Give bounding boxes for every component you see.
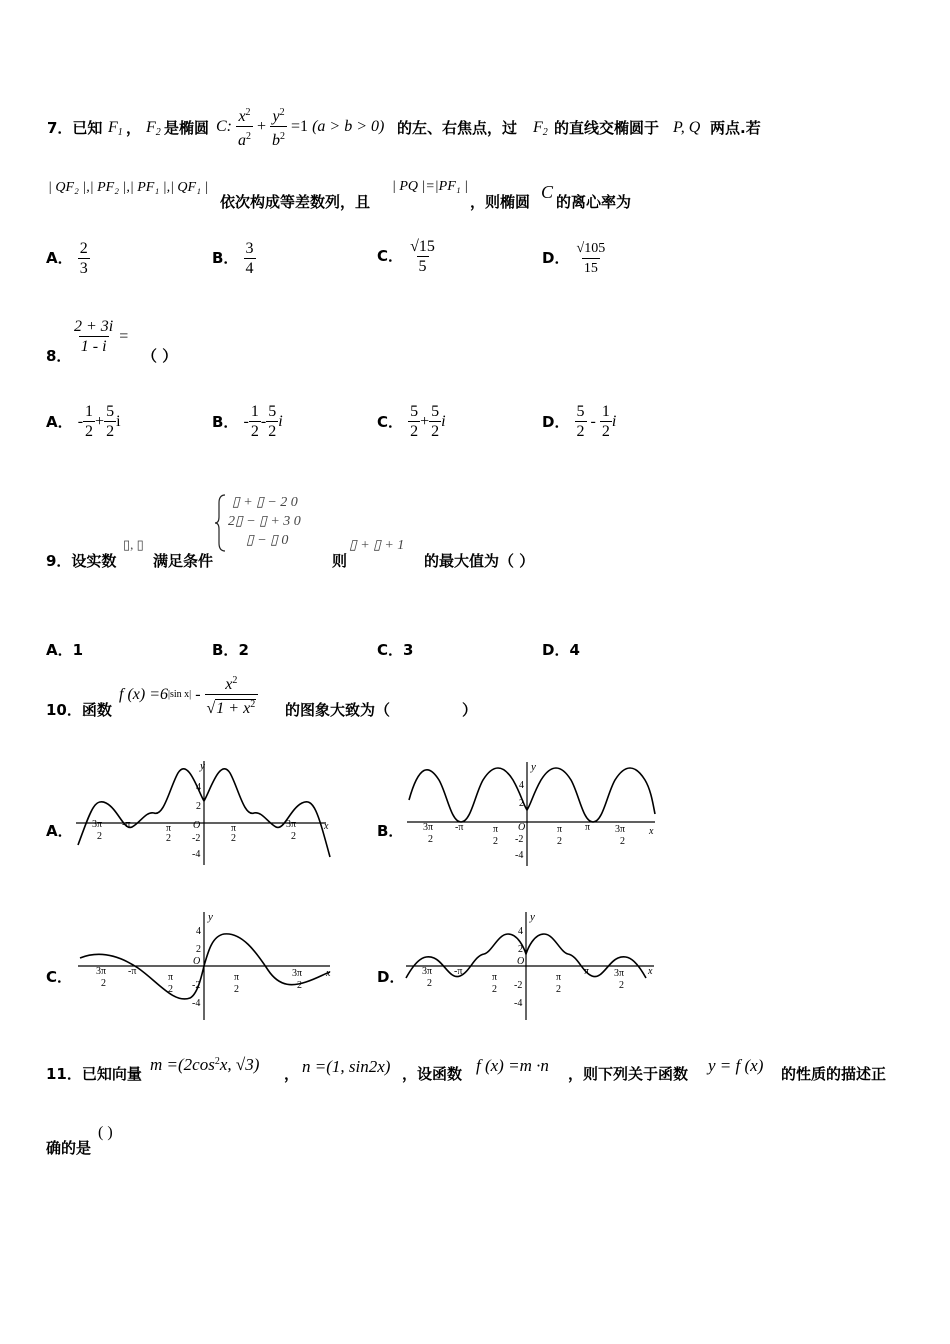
x-label: x (648, 966, 653, 977)
tick-pi2-num: π (231, 823, 237, 834)
tick-4: 4 (519, 780, 524, 791)
q11-vector-n: n =(1, sin2x) (302, 1057, 391, 1076)
q8-paren: （ ） (142, 347, 178, 365)
q11-text-3: 的性质的描述正 (781, 1065, 887, 1083)
q10-graph-c[interactable] (72, 908, 336, 1022)
y-label: y (208, 911, 213, 923)
q9-ineq-3: ▯ − ▯ 0 (246, 533, 289, 548)
option-label: B． (212, 249, 239, 267)
curve (409, 768, 655, 822)
option-label: D． (542, 413, 570, 431)
x-label: x (324, 821, 329, 832)
q9-text-1: 满足条件 (153, 552, 214, 570)
tick-pi2-den: 2 (557, 836, 562, 847)
tick-3pi-den: 2 (297, 980, 302, 991)
q11-stem: 11．已知向量 (46, 1065, 142, 1083)
q7-text-2: 的左、右焦点，过 (397, 119, 518, 137)
q8-option-d[interactable]: D． $\frac{5}{2}$ - $\frac{1}{2}$ i (542, 403, 617, 440)
q7-sequence: | QF₂ |,| PF₂ |,| PF₁ |,| QF₁ | (48, 180, 209, 195)
tick-2: 2 (518, 944, 523, 955)
origin-label: O (193, 956, 201, 967)
tick-3pi-num: 3π (614, 968, 625, 979)
q10-option-a-label[interactable]: A． (46, 822, 73, 840)
q11-vector-m: $m =(2\cos^2x$, √3) (150, 1055, 260, 1074)
q9-vars: ▯, ▯ (123, 537, 144, 552)
q11-text-2: ，则下列关于函数 (568, 1065, 689, 1083)
q8-expression: $\frac{2 + 3i}{1 - i}$ = (74, 318, 129, 355)
tick-m4: -4 (514, 998, 523, 1009)
tick-mpi: -π (128, 966, 137, 977)
tick-m3pi-den: 2 (101, 978, 106, 989)
q11-comma: ， (284, 1065, 300, 1083)
option-label: C． (377, 247, 404, 265)
q8-option-a[interactable]: A． - $\frac{1}{2}$ + $\frac{5}{2}$ i (46, 403, 121, 440)
q7-condition: | PQ |=|PF₁ | (392, 179, 468, 194)
q7-option-a[interactable]: A． $\frac{2}{3}$ (46, 240, 88, 277)
q7-option-c[interactable]: C． $\frac{√15}{5}$ (377, 238, 435, 275)
tick-pi2-den: 2 (231, 833, 236, 844)
option-label: A． (46, 249, 73, 267)
tick-4: 4 (196, 926, 201, 937)
tick-m3pi-den: 2 (428, 834, 433, 845)
q7-f2: $F_2$ (146, 119, 161, 138)
tick-2: 2 (196, 944, 201, 955)
q7-text-6: ，则椭圆 (470, 193, 531, 211)
q7-pq: P, Q (673, 119, 701, 136)
tick-pi2-num: π (234, 972, 240, 983)
q9-option-d[interactable]: D．4 (542, 641, 580, 659)
q10-option-c-label[interactable]: C． (46, 968, 73, 986)
q11-text-1: ，设函数 (402, 1065, 463, 1083)
q11-function: f (x) =m ·n (476, 1056, 549, 1075)
x-label: x (649, 826, 654, 837)
q11-text-4: 确的是 (46, 1139, 92, 1157)
q7-text-1: 是椭圆 (164, 119, 210, 137)
tick-mpi: -π (122, 819, 131, 830)
y-label: y (200, 760, 205, 772)
origin-label: O (517, 956, 525, 967)
q9-text-3: 的最大值为（ ） (424, 552, 535, 570)
q9-stem: 9．设实数 (46, 552, 117, 570)
tick-pi2-num: π (557, 824, 563, 835)
origin-label: O (518, 822, 526, 833)
tick-mpi: -π (455, 822, 464, 833)
tick-2: 2 (196, 801, 201, 812)
q9-ineq-1: ▯ + ▯ − 2 0 (232, 495, 298, 510)
brace-icon (214, 493, 228, 553)
tick-m3pi-den: 2 (97, 831, 102, 842)
option-label: A． (46, 413, 73, 431)
q9-ineq-2: 2▯ − ▯ + 3 0 (228, 514, 301, 529)
q10-graph-d[interactable] (404, 908, 660, 1022)
tick-3pi-den: 2 (291, 831, 296, 842)
tick-4: 4 (196, 782, 201, 793)
q10-option-b-label[interactable]: B． (377, 822, 404, 840)
q10-text-1: 的图象大致为（ (285, 701, 391, 719)
q9-option-b[interactable]: B．2 (212, 641, 249, 659)
tick-3pi-num: 3π (615, 824, 626, 835)
tick-pi: π (585, 822, 591, 833)
tick-m4: -4 (192, 849, 201, 860)
tick-mpi2-num: π (168, 972, 174, 983)
tick-mpi2-num: π (166, 823, 172, 834)
tick-m4: -4 (515, 850, 524, 861)
tick-3pi-num: 3π (286, 819, 297, 830)
q8-number: 8． (46, 347, 72, 365)
tick-mpi2-den: 2 (492, 984, 497, 995)
tick-m2: -2 (192, 833, 201, 844)
q10-function: f (x) =6 |sin x| - $\frac{x^2}{√1 + x^2}$ (119, 672, 258, 717)
tick-m3pi-num: 3π (96, 966, 107, 977)
x-label: x (326, 968, 331, 979)
q10-text-2: ） (462, 701, 478, 719)
tick-m3pi-den: 2 (427, 978, 432, 989)
q11-paren: ( ) (98, 1124, 113, 1141)
x-ticks (422, 966, 624, 995)
tick-3pi-den: 2 (619, 980, 624, 991)
y-label: y (531, 761, 536, 773)
q10-stem: 10．函数 (46, 701, 112, 719)
q8-option-b[interactable]: B． - $\frac{1}{2}$ - $\frac{5}{2}$ i (212, 403, 283, 440)
q7-c: C (541, 182, 554, 202)
q7-comma: ， (126, 119, 142, 137)
q9-text-2: 则 (332, 552, 348, 570)
q10-graph-b[interactable] (405, 760, 661, 870)
q7-stem-start: 7．已知 (47, 119, 103, 137)
tick-4: 4 (518, 926, 523, 937)
tick-m2: -2 (514, 980, 523, 991)
tick-m3pi-num: 3π (423, 822, 434, 833)
option-label: D． (542, 249, 570, 267)
tick-m2: -2 (192, 980, 201, 991)
q9-option-a[interactable]: A．1 (46, 641, 84, 659)
y-label: y (530, 911, 535, 923)
q7-text-3: 的直线交椭圆于 (554, 119, 660, 137)
tick-pi2-den: 2 (556, 984, 561, 995)
tick-m2: -2 (515, 834, 524, 845)
q11-y-function: y = f (x) (708, 1056, 764, 1075)
tick-3pi-den: 2 (620, 836, 625, 847)
q7-option-b[interactable]: B． $\frac{3}{4}$ (212, 240, 254, 277)
q9-target: ▯ + ▯ + 1 (349, 538, 405, 553)
tick-3pi-num: 3π (292, 968, 303, 979)
origin-label: O (193, 820, 201, 831)
tick-mpi: -π (454, 966, 463, 977)
option-label: B． (212, 413, 239, 431)
q7-option-d[interactable]: D． $\frac{√105}{15}$ (542, 241, 606, 276)
q7-text-5: 依次构成等差数列，且 (220, 193, 371, 211)
tick-mpi2-num: π (492, 972, 498, 983)
q10-option-d-label[interactable]: D． (377, 968, 405, 986)
tick-2: 2 (519, 798, 524, 809)
tick-mpi2-den: 2 (166, 833, 171, 844)
tick-m3pi-num: 3π (92, 819, 103, 830)
q7-f2-b: $F_2$ (533, 119, 548, 138)
q7-ellipse-equation: C: $\frac{x^2}{a^2}$ + $\frac{y^2}{b^2}$ =1 (a > b > 0) (216, 107, 385, 149)
tick-m4: -4 (192, 998, 201, 1009)
tick-mpi2-num: π (493, 824, 499, 835)
q7-f1: $F_1$ (108, 119, 123, 138)
tick-pi: π (584, 966, 590, 977)
q8-option-c[interactable]: C． $\frac{5}{2}$ + $\frac{5}{2}$ i (377, 403, 446, 440)
tick-pi2-num: π (556, 972, 562, 983)
tick-mpi2-den: 2 (168, 984, 173, 995)
tick-pi2-den: 2 (234, 984, 239, 995)
q10-graph-a[interactable] (74, 757, 336, 867)
tick-m3pi-num: 3π (422, 966, 433, 977)
q7-text-4: 两点.若 (710, 119, 761, 137)
option-label: C． (377, 413, 404, 431)
q7-text-7: 的离心率为 (556, 193, 632, 211)
q9-option-c[interactable]: C．3 (377, 641, 414, 659)
tick-mpi2-den: 2 (493, 836, 498, 847)
